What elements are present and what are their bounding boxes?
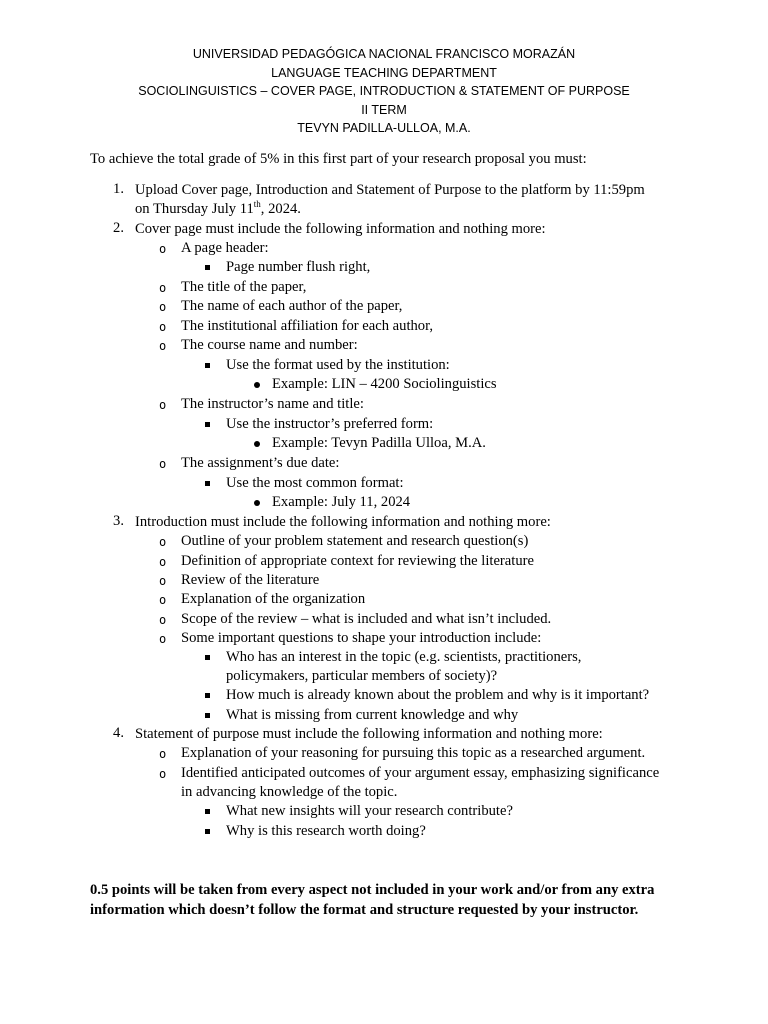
- circle-bullet-icon: o: [159, 339, 167, 353]
- square-bullet-icon: [205, 363, 210, 368]
- sub-sub-item-text: What is missing from current knowledge and why: [226, 707, 519, 723]
- circle-bullet-icon: o: [159, 398, 167, 412]
- sub-item-text: Definition of appropriate context for reviewing the literature: [181, 553, 534, 569]
- circle-bullet-icon: o: [159, 632, 167, 646]
- round-bullet-icon: [254, 382, 260, 388]
- university-name: UNIVERSIDAD PEDAGÓGICA NACIONAL FRANCISCO MORAZÁN: [192, 47, 576, 61]
- due-year-text: , 2024.: [260, 201, 301, 217]
- sub-item-text: The instructor’s name and title:: [181, 396, 364, 412]
- sub-sub-item-text: What new insights will your research contribute?: [226, 803, 513, 819]
- document-header: [0, 45, 768, 138]
- term-label: II TERM: [361, 102, 407, 117]
- sub-sub-item-text: Use the format used by the institution:: [226, 357, 450, 373]
- list-item-text: Statement of purpose must include the following information and nothing more:: [135, 726, 603, 742]
- circle-bullet-icon: o: [159, 613, 167, 627]
- sub-item-text: Outline of your problem statement and research question(s): [181, 533, 529, 549]
- round-bullet-icon: [254, 500, 260, 506]
- circle-bullet-icon: o: [159, 767, 167, 781]
- circle-bullet-icon: o: [159, 300, 167, 314]
- list-number: 2.: [113, 220, 124, 236]
- list-item-text: Cover page must include the following information and nothing more:: [135, 221, 546, 237]
- sub-item-text: Review of the literature: [181, 572, 320, 588]
- sub-item-text: Some important questions to shape your introduction include:: [181, 630, 542, 646]
- list-item-text: Introduction must include the following information and nothing more:: [135, 514, 551, 530]
- square-bullet-icon: [205, 422, 210, 427]
- sub-item-text: The institutional affiliation for each author,: [181, 318, 434, 334]
- department-name: LANGUAGE TEACHING DEPARTMENT: [271, 65, 497, 80]
- sub-item-text-continued: in advancing knowledge of the topic.: [181, 784, 398, 800]
- sub-item-text: The course name and number:: [181, 337, 358, 353]
- square-bullet-icon: [205, 713, 210, 718]
- circle-bullet-icon: o: [159, 555, 167, 569]
- intro-paragraph: To achieve the total grade of 5% in this first part of your research proposal you must:: [90, 151, 587, 167]
- round-bullet-icon: [254, 441, 260, 447]
- sub-sub-item-text-continued: policymakers, particular members of society)?: [226, 668, 498, 684]
- square-bullet-icon: [205, 693, 210, 698]
- sub-item-text: The title of the paper,: [181, 279, 307, 295]
- sub-sub-item-text: How much is already known about the problem and why is it important?: [226, 687, 650, 703]
- sub-sub-item-text: Page number flush right,: [226, 259, 371, 275]
- list-number: 4.: [113, 725, 124, 741]
- sub-item-text: Identified anticipated outcomes of your argument essay, emphasizing significance: [181, 765, 660, 781]
- example-text: Example: LIN – 4200 Sociolinguistics: [272, 376, 497, 392]
- square-bullet-icon: [205, 809, 210, 814]
- due-date-text: on Thursday July 11: [135, 201, 254, 217]
- circle-bullet-icon: o: [159, 242, 167, 256]
- example-text: Example: July 11, 2024: [272, 494, 411, 510]
- sub-item-text: Explanation of the organization: [181, 591, 366, 607]
- list-number: 1.: [113, 181, 124, 197]
- assignment-title: SOCIOLINGUISTICS – COVER PAGE, INTRODUCTION & STATEMENT OF PURPOSE: [138, 84, 630, 98]
- circle-bullet-icon: o: [159, 457, 167, 471]
- sub-sub-item-text: Use the most common format:: [226, 475, 404, 491]
- example-text: Example: Tevyn Padilla Ulloa, M.A.: [272, 435, 486, 451]
- ordinal-suffix: th: [253, 199, 261, 210]
- list-item-text-continued: [135, 200, 301, 219]
- circle-bullet-icon: o: [159, 535, 167, 549]
- square-bullet-icon: [205, 481, 210, 486]
- sub-sub-item-text: Why is this research worth doing?: [226, 823, 426, 839]
- instructor-name: TEVYN PADILLA-ULLOA, M.A.: [297, 121, 471, 135]
- sub-item-text: The name of each author of the paper,: [181, 298, 403, 314]
- circle-bullet-icon: o: [159, 574, 167, 588]
- sub-item-text: Scope of the review – what is included and what isn’t included.: [181, 611, 552, 627]
- circle-bullet-icon: o: [159, 593, 167, 607]
- list-item-text: Upload Cover page, Introduction and Statement of Purpose to the platform by 11:59pm: [135, 182, 645, 198]
- grading-note: 0.5 points will be taken from every aspect not included in your work and/or from any extra information which doesn’t follow the format and structure requested by your instructor.: [90, 882, 655, 918]
- circle-bullet-icon: o: [159, 320, 167, 334]
- sub-item-text: Explanation of your reasoning for pursuing this topic as a researched argument.: [181, 745, 646, 761]
- square-bullet-icon: [205, 829, 210, 834]
- sub-item-text: The assignment’s due date:: [181, 455, 340, 471]
- sub-sub-item-text: Use the instructor’s preferred form:: [226, 416, 434, 432]
- circle-bullet-icon: o: [159, 747, 167, 761]
- sub-sub-item-text: Who has an interest in the topic (e.g. scientists, practitioners,: [226, 649, 582, 665]
- list-number: 3.: [113, 513, 124, 529]
- circle-bullet-icon: o: [159, 281, 167, 295]
- square-bullet-icon: [205, 265, 210, 270]
- square-bullet-icon: [205, 655, 210, 660]
- sub-item-text: A page header:: [181, 240, 269, 256]
